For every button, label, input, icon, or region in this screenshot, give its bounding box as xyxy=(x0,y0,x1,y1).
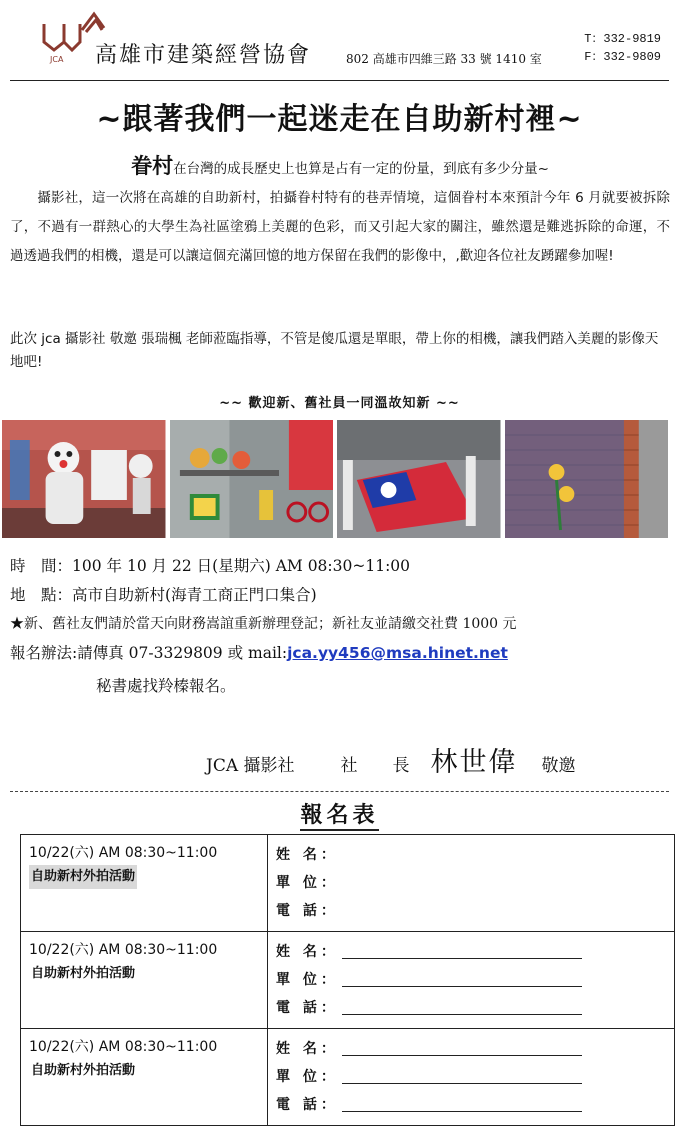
org-name: 高雄市建築經營協會 xyxy=(95,43,312,68)
event-details xyxy=(10,552,517,701)
president-name: 林世偉 xyxy=(430,747,518,778)
photo-strip xyxy=(2,420,668,538)
intro-keyword: 眷村 xyxy=(131,154,174,178)
name-field[interactable]: 姓 名： xyxy=(276,1035,666,1063)
contact-info xyxy=(584,30,661,66)
logo-text: JCA xyxy=(50,55,64,64)
time-label: 時 間： xyxy=(10,557,73,575)
fields-cell xyxy=(268,835,675,932)
intro-section xyxy=(10,152,670,271)
unit-input-line[interactable] xyxy=(342,1063,582,1084)
intro-lead-text: 在台灣的成長歷史上也算是占有一定的份量，到底有多少分量~ xyxy=(173,161,549,177)
name-field[interactable]: 姓 名： xyxy=(276,938,666,966)
signature xyxy=(206,740,576,779)
form-title-text: 報名表 xyxy=(300,803,378,831)
org-address: 802 高雄市四維三路 33 號 1410 室 xyxy=(346,52,542,66)
instructor-note: 此次 jca 攝影社 敬邀 張瑞楓 老師蒞臨指導，不管是傻瓜還是單眼，帶上你的相機，讓我們踏入美麗的影像天地吧! xyxy=(10,331,659,370)
form-row xyxy=(21,1029,675,1126)
phone-field[interactable]: 電 話： xyxy=(276,1091,666,1119)
event-time: 10/22(六) AM 08:30~11:00 xyxy=(29,1039,218,1055)
event-name: 自助新村外拍活動 xyxy=(29,865,137,889)
place-label: 地 點： xyxy=(10,586,73,604)
fields-cell xyxy=(268,1029,675,1126)
event-name: 自助新村外拍活動 xyxy=(31,966,136,981)
place-value: 高市自助新村(海青工商正門口集合) xyxy=(72,586,317,604)
event-cell xyxy=(21,932,268,1029)
form-title xyxy=(0,798,679,829)
event-time: 10/22(六) AM 08:30~11:00 xyxy=(29,942,218,958)
fields-cell xyxy=(268,932,675,1029)
event-cell xyxy=(21,835,268,932)
welcome-banner: ~~ 歡迎新、舊社員一同溫故知新 ~~ xyxy=(219,396,460,411)
header-divider xyxy=(10,80,669,81)
photo-brick-wall-flowers xyxy=(505,420,669,538)
photo-flag-painting xyxy=(337,420,501,538)
tel: T：332-9819 xyxy=(584,32,661,46)
role: 社 長 xyxy=(340,756,419,776)
photo-clown-mural xyxy=(2,420,166,538)
unit-field[interactable]: 單 位： xyxy=(276,875,339,891)
time-value: 100 年 10 月 22 日(星期六) AM 08:30~11:00 xyxy=(72,557,411,575)
event-time: 10/22(六) AM 08:30~11:00 xyxy=(29,845,218,861)
closing: 敬邀 xyxy=(541,756,576,776)
signup-label: 報名辦法: xyxy=(10,644,78,662)
phone-field[interactable]: 電 話： xyxy=(276,903,339,919)
unit-field[interactable]: 單 位： xyxy=(276,966,666,994)
intro-lead xyxy=(10,152,670,184)
name-field[interactable]: 姓 名： xyxy=(276,847,339,863)
email-link[interactable]: jca.yy456@msa.hinet.net xyxy=(287,644,508,662)
form-row xyxy=(21,835,675,932)
signup-cont: 秘書處找羚榛報名。 xyxy=(96,677,236,695)
unit-field[interactable]: 單 位： xyxy=(276,1063,666,1091)
intro-body: 攝影社，這一次將在高雄的自助新村，拍攝眷村特有的巷弄情境，這個眷村本來預計今年 6 月就要被拆除了，不過有一群熱心的大學生為社區塗鴉上美麗的色彩，而又引起大家的關注，雖然還是難逃拆除的命運，不過透過我們的相機，還是可以讓這個充滿回憶的地方保留在我們的影像中，,歡迎各位社友踴躍參加喔! xyxy=(10,190,670,264)
name-input-line[interactable] xyxy=(342,1035,582,1056)
signup-value: 請傳真 07-3329809 或 mail: xyxy=(77,644,288,662)
event-place-row xyxy=(10,581,517,610)
form-row xyxy=(21,932,675,1029)
page-title: ~跟著我們一起迷走在自助新村裡~ xyxy=(96,102,583,137)
cut-line xyxy=(10,791,669,792)
event-name: 自助新村外拍活動 xyxy=(31,1063,136,1078)
unit-input-line[interactable] xyxy=(342,966,582,987)
club-name: JCA 攝影社 xyxy=(206,756,295,776)
signup-row xyxy=(10,639,517,668)
event-time-row xyxy=(10,552,517,581)
event-cell xyxy=(21,1029,268,1126)
name-input-line[interactable] xyxy=(342,938,582,959)
phone-field[interactable]: 電 話： xyxy=(276,994,666,1022)
registration-form xyxy=(20,834,675,1126)
fax: F：332-9809 xyxy=(584,50,661,64)
fee-notice: ★新、舊社友們請於當天向財務嵩誼重新辦理登記；新社友並請繳交社費 1000 元 xyxy=(10,616,517,632)
phone-input-line[interactable] xyxy=(342,994,582,1015)
phone-input-line[interactable] xyxy=(342,1091,582,1112)
photo-toys-wall xyxy=(170,420,334,538)
